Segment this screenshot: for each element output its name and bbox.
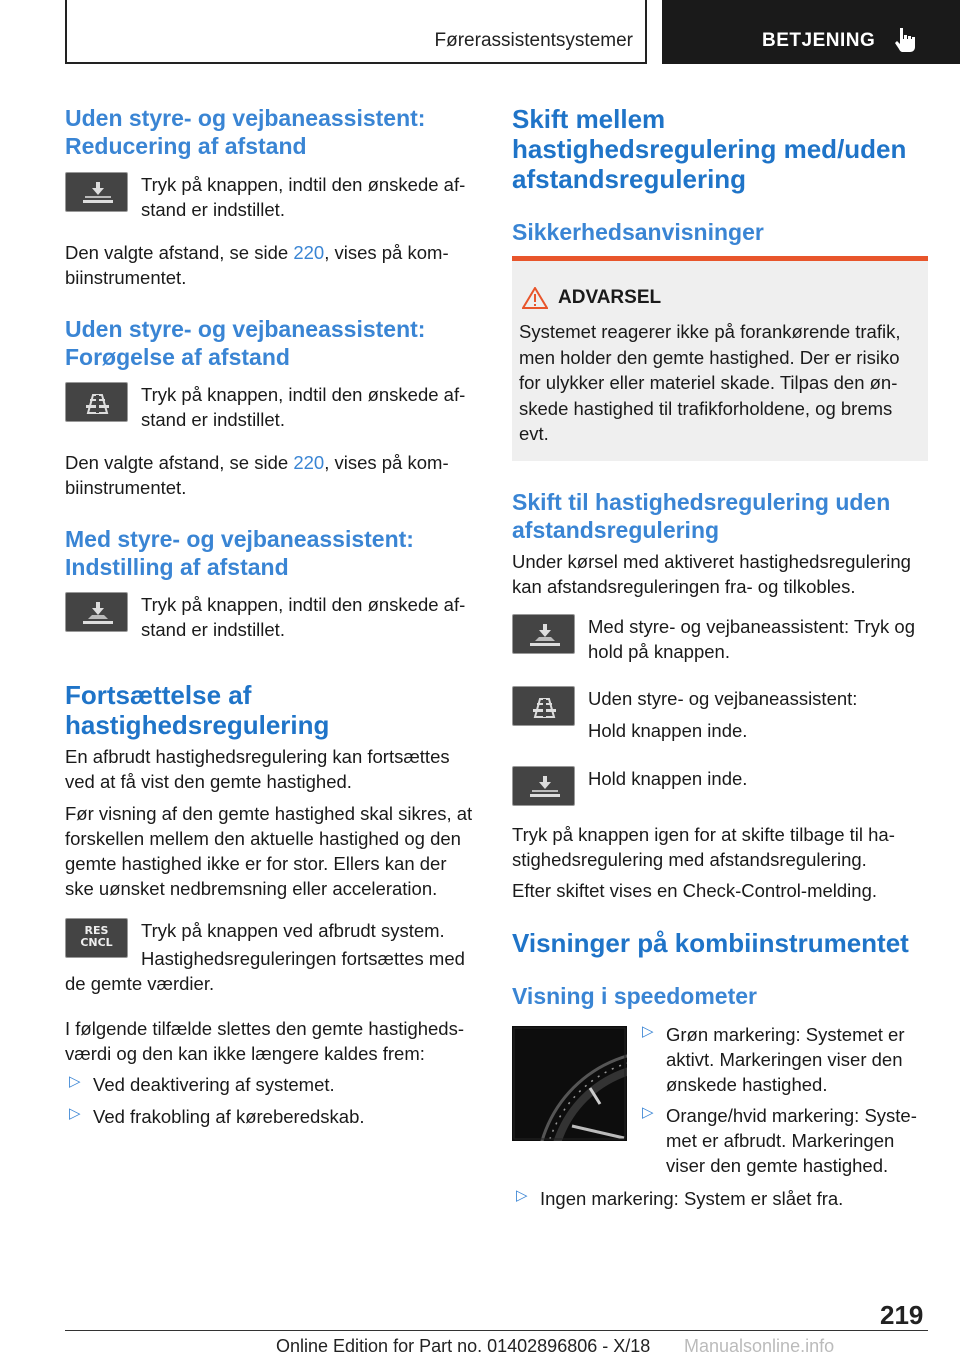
bullet-arrow-icon: ▷ (642, 1023, 654, 1040)
distance-increase-button-image (65, 382, 128, 422)
hand-pointer-icon (894, 26, 916, 52)
list-item-text: Ved deaktivering af systemet. (93, 1074, 335, 1095)
distance-increase-icon (66, 383, 129, 423)
text-deleted-cases: I følgende tilfælde slettes den gemte hastighedsværdi og den kan ikke længere kaldes frem: (65, 1018, 465, 1064)
warning-title: ADVARSEL (558, 287, 662, 308)
list-item (638, 1103, 928, 1178)
res-label: RES (84, 924, 109, 937)
bullet-arrow-icon: ▷ (516, 1187, 528, 1204)
heading-increase-distance: Uden styre- og vejbaneassistent: Forøgelse af afstand (65, 316, 426, 370)
distance-set-button-image (65, 592, 128, 632)
distance-increase-button-image-2 (512, 686, 575, 726)
distance-reduce-icon (513, 767, 576, 807)
heading-set-distance: Med styre- og vejbaneassistent: Indstilling af afstand (65, 526, 414, 580)
text-hold-button-1: Hold knappen inde. (588, 720, 748, 741)
list-item (512, 1186, 928, 1211)
text-switch-intro: Under kørsel med aktiveret hastighedsregulering kan afstandsreguleringen fra- og tilkobles. (512, 551, 911, 597)
distance-set-icon (513, 615, 576, 655)
heading-resume-cruise: Fortsættelse af hastighedsregulering (65, 680, 330, 740)
list-item (65, 1072, 480, 1097)
text-press-button-2: Tryk på knappen, indtil den ønskede afstand er indstillet. (141, 384, 466, 430)
text-chosen-distance-2 (65, 450, 480, 500)
text-chosen-distance-1 (65, 240, 480, 290)
footer-edition: Online Edition for Part no. 01402896806 - X/18 (276, 1336, 651, 1356)
warning-text: Systemet reagerer ikke på forankørende trafik, men holder den gemte hastighed. Der er risiko for ulykker eller materiel skade. Tilpas den ønskede hastighed til trafikforholdene, og brems evt. (519, 321, 901, 444)
heading-switch-without-distance: Skift til hastighedsregulering uden afstandsregulering (512, 489, 891, 543)
list-item-text: Grøn markering: Systemet er aktivt. Markeringen viser den ønskede hastighed. (666, 1024, 905, 1095)
text-resume-intro: En afbrudt hastighedsregulering kan fortsættes ved at få vist den gemte hastighed. (65, 746, 450, 792)
speedometer-graphic (512, 1026, 627, 1141)
text-check-control: Efter skiftet vises en Check-Control-melding. (512, 880, 877, 901)
header-chapter: Førerassistentsystemer (434, 30, 633, 51)
text-part: , vises på kombiinstrumentet. (65, 452, 449, 498)
header-section-box (662, 0, 960, 64)
distance-set-icon (66, 593, 129, 633)
text-part: Den valgte afstand, se side (65, 452, 294, 473)
page-link-220[interactable]: 220 (293, 242, 325, 263)
heading-displays: Visninger på kombiinstrumentet (512, 928, 909, 958)
page-link-220[interactable]: 220 (293, 452, 325, 473)
header-section: BETJENING (762, 30, 876, 51)
text-switch-back: Tryk på knappen igen for at skifte tilbage til hastighedsregulering med afstandsregulering. (512, 824, 895, 870)
text-press-button-1: Tryk på knappen, indtil den ønskede afstand er indstillet. (141, 174, 466, 220)
text-resumed: Hastighedsreguleringen fortsættes med de gemte værdier. (65, 948, 465, 994)
list-item-text: Orange/hvid markering: Systemet er afbrudt. Markeringen viser den gemte hastighed. (666, 1105, 917, 1176)
text-hold-button-2: Hold knappen inde. (588, 768, 748, 789)
distance-increase-icon (513, 687, 576, 727)
speedometer-image (512, 1026, 627, 1141)
text-press-button-3: Tryk på knappen, indtil den ønskede afstand er indstillet. (141, 594, 466, 640)
distance-reduce-button-image (65, 172, 128, 212)
warning-triangle-icon (522, 287, 548, 309)
heading-speedometer: Visning i speedometer (512, 983, 757, 1009)
bullet-arrow-icon: ▷ (69, 1105, 81, 1122)
text-part: Den valgte afstand, se side (65, 242, 294, 263)
list-item-text: Ingen markering: System er slået fra. (540, 1188, 844, 1209)
cncl-label: CNCL (80, 936, 113, 949)
heading-safety: Sikkerhedsanvisninger (512, 219, 764, 245)
distance-reduce-button-image-2 (512, 766, 575, 806)
text-with-assist: Med styre- og vejbaneassistent: Tryk og hold på knappen. (588, 616, 915, 662)
list-item (65, 1104, 480, 1129)
header-chapter-box (65, 0, 647, 64)
bullet-arrow-icon: ▷ (642, 1104, 654, 1121)
heading-switch-cruise: Skift mellem hastighedsregulering med/uden afstandsregulering (512, 104, 907, 194)
list-item-text: Ved frakobling af køreberedskab. (93, 1106, 365, 1127)
list-item (638, 1022, 928, 1097)
warning-box (512, 256, 928, 461)
text-resume-check: Før visning af den gemte hastighed skal sikres, at forskellen mellem den aktuelle hastighed og den gemte hastighed ikke er for stor. Ellers kan der ske uønsket nedbremsning eller acceleration. (65, 803, 473, 899)
text-press-res: Tryk på knappen ved afbrudt system. (141, 920, 445, 941)
watermark: Manualsonline.info (684, 1336, 835, 1356)
footer-divider (65, 1330, 928, 1331)
heading-reduce-distance: Uden styre- og vejbaneassistent: Reducering af afstand (65, 105, 426, 159)
text-part: , vises på kombiinstrumentet. (65, 242, 449, 288)
text-without-assist: Uden styre- og vejbaneassistent: (588, 688, 858, 709)
distance-reduce-icon (66, 173, 129, 213)
distance-set-button-image-2 (512, 614, 575, 654)
page-number: 219 (880, 1300, 924, 1330)
bullet-arrow-icon: ▷ (69, 1073, 81, 1090)
